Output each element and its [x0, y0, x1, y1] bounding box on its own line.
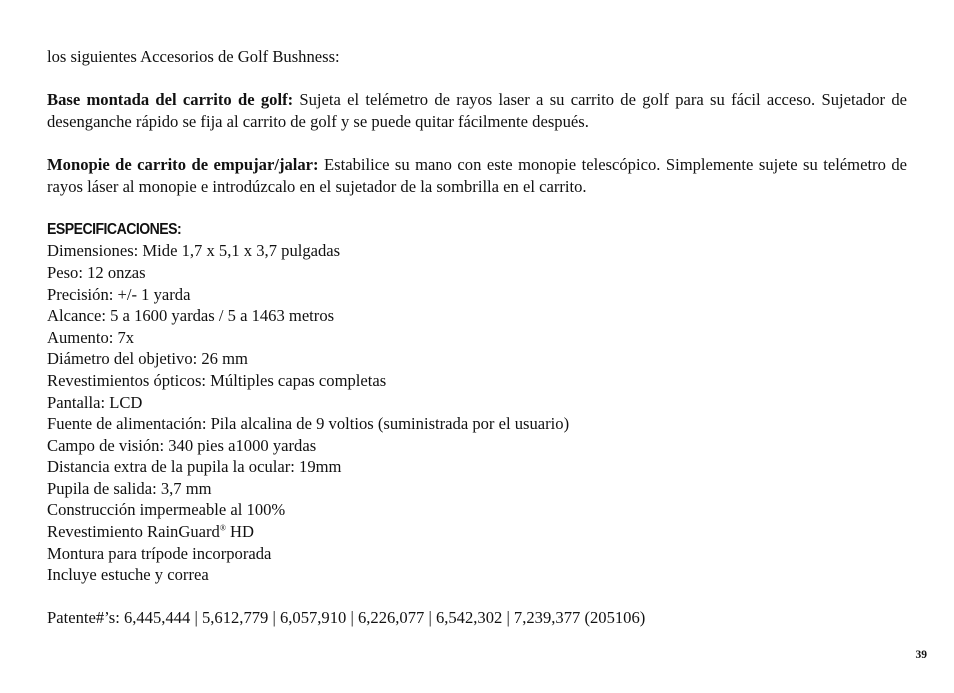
specifications-list: [47, 240, 907, 586]
spec-item: Diámetro del objetivo: 26 mm: [47, 349, 248, 369]
document-page: [47, 46, 907, 629]
accessory-golf-cart-mount: [47, 89, 907, 132]
spec-item: Peso: 12 onzas: [47, 262, 146, 282]
accessory-title: Monopie de carrito de empujar/jalar:: [47, 154, 319, 174]
page-number: 39: [915, 649, 927, 661]
spec-item: Dimensiones: Mide 1,7 x 5,1 x 3,7 pulgadas: [47, 241, 341, 261]
accessory-title: Base montada del carrito de golf:: [47, 90, 294, 110]
registered-mark: ®: [219, 523, 226, 533]
specifications-heading: ESPECIFICACIONES:: [47, 220, 182, 238]
rainguard-suffix: HD: [225, 522, 255, 542]
rainguard-prefix: Revestimiento RainGuard: [47, 522, 220, 542]
intro-text: los siguientes Accesorios de Golf Bushness:: [47, 47, 340, 66]
spec-item-rainguard: [47, 521, 907, 543]
spec-item: Aumento: 7x: [47, 327, 135, 347]
spec-item: Revestimientos ópticos: Múltiples capas completas: [47, 370, 387, 390]
accessory-description: Sujeta el telémetro de rayos laser a su carrito de golf para su fácil acceso. Sujetador de desenganche rápido se fija al carrito de golf y se puede quitar fácilmente después.: [47, 90, 907, 131]
spec-item: Alcance: 5 a 1600 yardas / 5 a 1463 metros: [47, 306, 335, 326]
accessory-description: Estabilice su mano con este monopie telescópico. Simplemente sujete su telémetro de rayos láser al monopie e introdúzcalo en el sujetador de la sombrilla en el carrito.: [47, 154, 907, 196]
spec-item: Fuente de alimentación: Pila alcalina de 9 voltios (suministrada por el usuario): [47, 414, 570, 434]
accessory-push-pull-monopod: [47, 154, 907, 197]
patent-numbers: Patente#’s: 6,445,444 | 5,612,779 | 6,057,910 | 6,226,077 | 6,542,302 | 7,239,377 (205106): [47, 608, 646, 628]
spec-item: Montura para trípode incorporada: [47, 543, 272, 563]
spec-item: Incluye estuche y correa: [47, 565, 209, 585]
spec-item: Pantalla: LCD: [47, 392, 143, 412]
spec-item: Campo de visión: 340 pies a1000 yardas: [47, 435, 317, 455]
spec-item: Construcción impermeable al 100%: [47, 500, 286, 520]
spec-item: Distancia extra de la pupila la ocular: 19mm: [47, 457, 342, 477]
spec-item: Precisión: +/- 1 yarda: [47, 284, 191, 304]
spec-item: Pupila de salida: 3,7 mm: [47, 478, 212, 498]
